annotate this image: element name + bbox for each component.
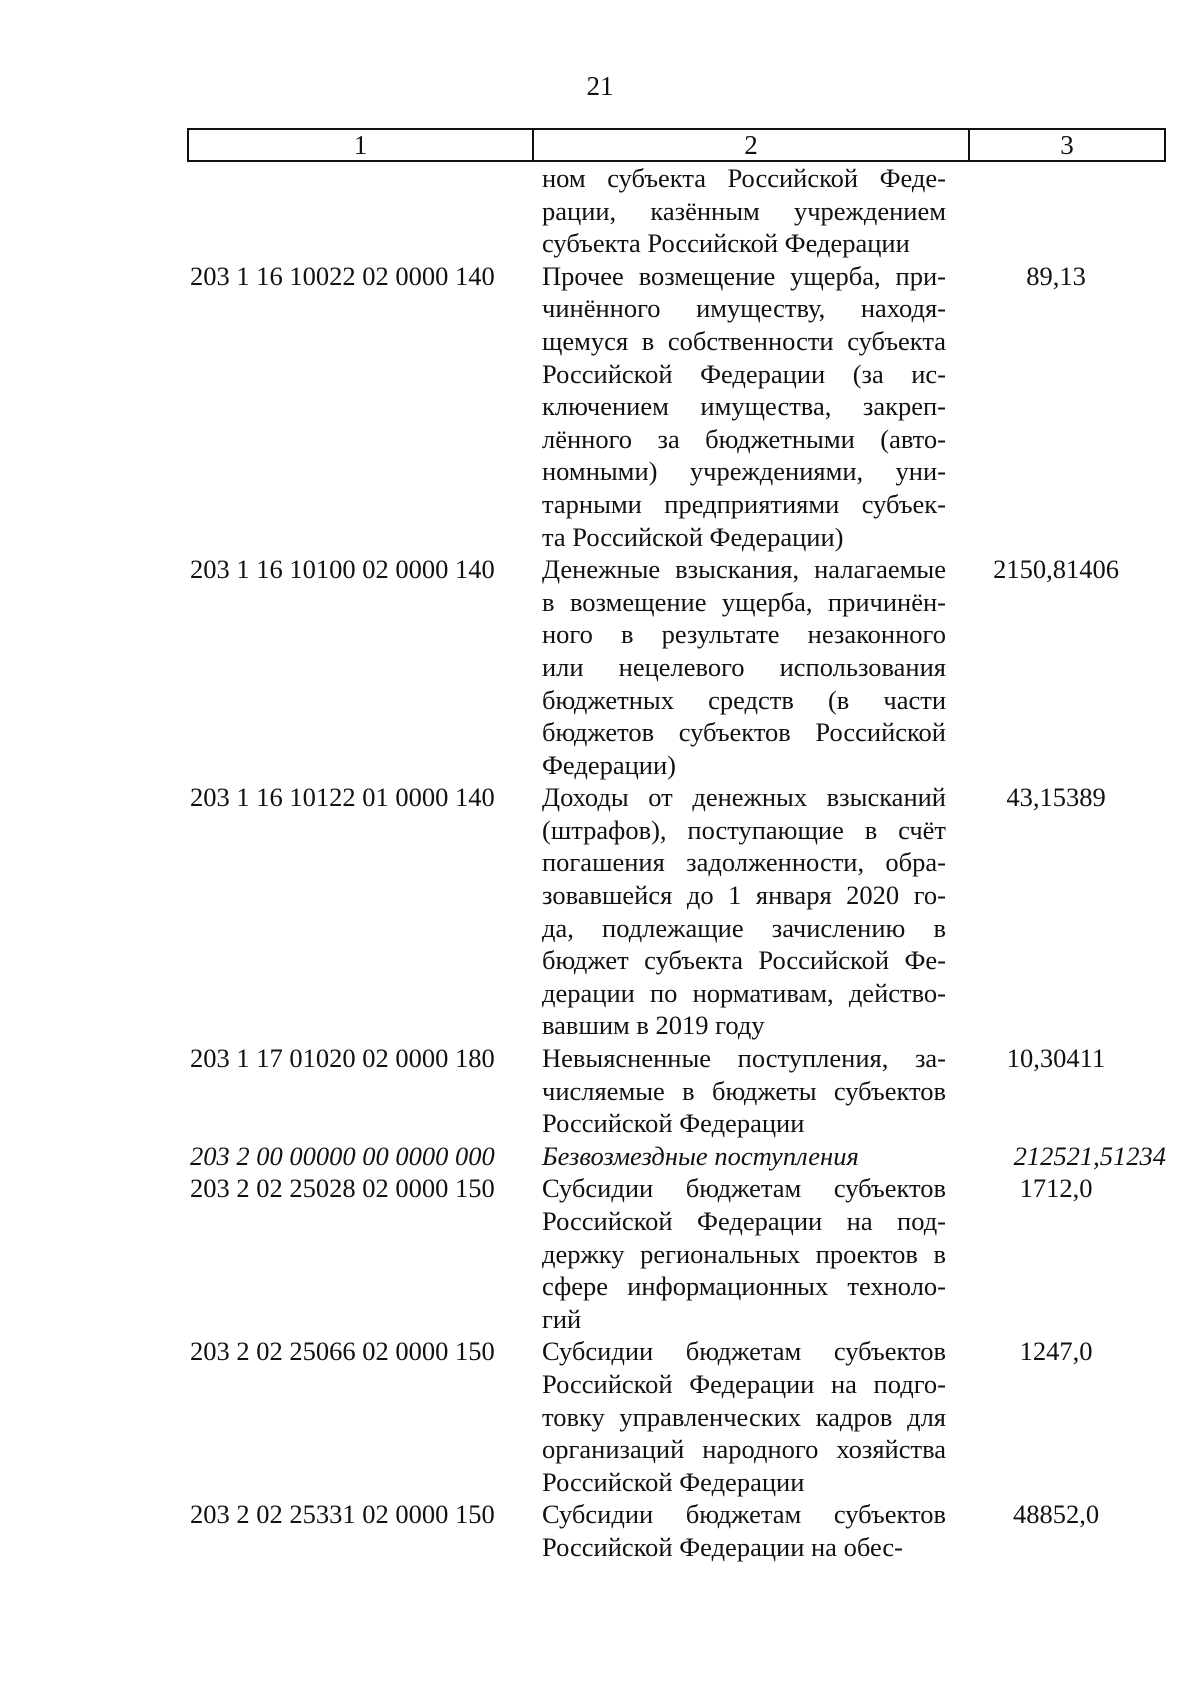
table-body [187,162,1166,1564]
table-row [187,1140,1166,1173]
amount-value [946,162,1166,260]
description-line: номными) учреждениями, уни- [542,456,946,487]
description-line: Субсидии бюджетам субъектов [542,1173,946,1204]
description-line: бюджет субъекта Российской Фе- [542,945,946,976]
income-description [542,162,946,260]
description-line: Российской Федерации на под- [542,1206,946,1236]
description-line: в возмещение ущерба, причинён- [542,586,946,617]
budget-code: 203 1 16 10022 02 0000 140 [190,260,495,291]
description-line: бюджетов субъектов Российской [542,717,946,748]
description-line: та Российской Федерации) [542,521,844,552]
amount-value: 48852,0 [1012,1499,1100,1530]
budget-code: 203 1 16 10122 01 0000 140 [190,782,495,813]
description-line: щемуся в собственности субъекта [542,325,946,356]
description-line: (штрафов), поступающие в счёт [542,814,946,845]
description-line: да, подлежащие зачислению в [542,912,946,943]
description-line: Субсидии бюджетам субъектов [542,1336,946,1367]
description-line: чинённого имуществу, находя- [542,293,946,324]
amount-value: 2150,81406 [993,554,1119,585]
income-description [542,260,946,553]
description-line: ного в результате незаконного [542,619,946,650]
description-line: Российской Федерации на обес- [542,1531,903,1562]
income-description [542,781,946,1042]
description-line: Российской Федерации на подго- [542,1368,946,1399]
header-col-3: 3 [1060,130,1074,160]
description-line: Российской Федерации [542,1108,805,1139]
table-row [187,781,1166,1042]
description-line: организаций народного хозяйства [542,1434,946,1465]
description-line: Субсидии бюджетам субъектов [542,1499,946,1530]
income-description [542,1042,946,1140]
description-line: тарными предприятиями субъек- [542,488,946,519]
description-line: сфере информационных техноло- [542,1271,946,1302]
table-header [187,128,1166,162]
description-line: дерации по нормативам, действо- [542,977,946,1008]
amount-value: 89,13 [1026,260,1086,291]
description-line: вавшим в 2019 году [542,1010,765,1041]
description-line: погашения задолженности, обра- [542,847,946,878]
table-row [187,553,1166,781]
description-line: зовавшейся до 1 января 2020 го- [542,880,946,911]
description-line: бюджетных средств (в части [542,684,946,715]
description-line: Невыясненные поступления, за- [542,1043,946,1074]
description-line: ном субъекта Российской Феде- [542,163,946,193]
description-line: субъекта Российской Федерации [542,228,910,259]
budget-code: 203 1 17 01020 02 0000 180 [190,1043,495,1074]
budget-code: 203 2 02 25028 02 0000 150 [190,1173,495,1204]
description-line: Денежные взыскания, налагаемые [542,554,946,585]
amount-value: 43,15389 [1006,782,1106,813]
income-description [542,1498,946,1563]
income-description [542,553,946,781]
description-line: Доходы от денежных взысканий [542,782,946,813]
amount-value: 1712,0 [1019,1173,1093,1204]
table-row [187,260,1166,553]
income-description [542,1140,946,1173]
description-line: Российской Федерации (за ис- [542,358,946,389]
description-line: рации, казённым учреждением [542,195,946,226]
budget-code: 203 2 02 25066 02 0000 150 [190,1336,495,1367]
table-row [187,1335,1166,1498]
header-col-1: 1 [189,130,534,160]
header-col-2: 2 [534,130,970,160]
budget-code: 203 2 00 00000 00 0000 000 [190,1140,495,1171]
budget-code: 203 1 16 10100 02 0000 140 [190,554,495,585]
amount-value: 10,30411 [1006,1043,1106,1074]
table-row [187,162,1166,260]
description-line: товку управленческих кадров для [542,1401,946,1432]
description-line: держку региональных проектов в [542,1238,946,1269]
description-line: Российской Федерации [542,1466,805,1497]
description-line: Федерации) [542,749,676,780]
description-line: Безвозмездные поступления [542,1140,859,1171]
description-line: ключением имущества, закреп- [542,391,946,422]
table-row [187,1172,1166,1335]
description-line: лённого за бюджетными (авто- [542,423,946,454]
description-line: или нецелевого использования [542,651,946,682]
description-line: гий [542,1303,582,1334]
table-row [187,1498,1166,1563]
budget-code [187,162,532,260]
table-row [187,1042,1166,1140]
budget-code: 203 2 02 25331 02 0000 150 [190,1499,495,1530]
income-description [542,1172,946,1335]
page-number: 21 [586,71,614,101]
amount-value: 212521,51234 [1013,1140,1166,1171]
description-line: Прочее возмещение ущерба, при- [542,260,946,291]
income-description [542,1335,946,1498]
description-line: числяемые в бюджеты субъектов [542,1075,946,1106]
amount-value: 1247,0 [1019,1336,1093,1367]
